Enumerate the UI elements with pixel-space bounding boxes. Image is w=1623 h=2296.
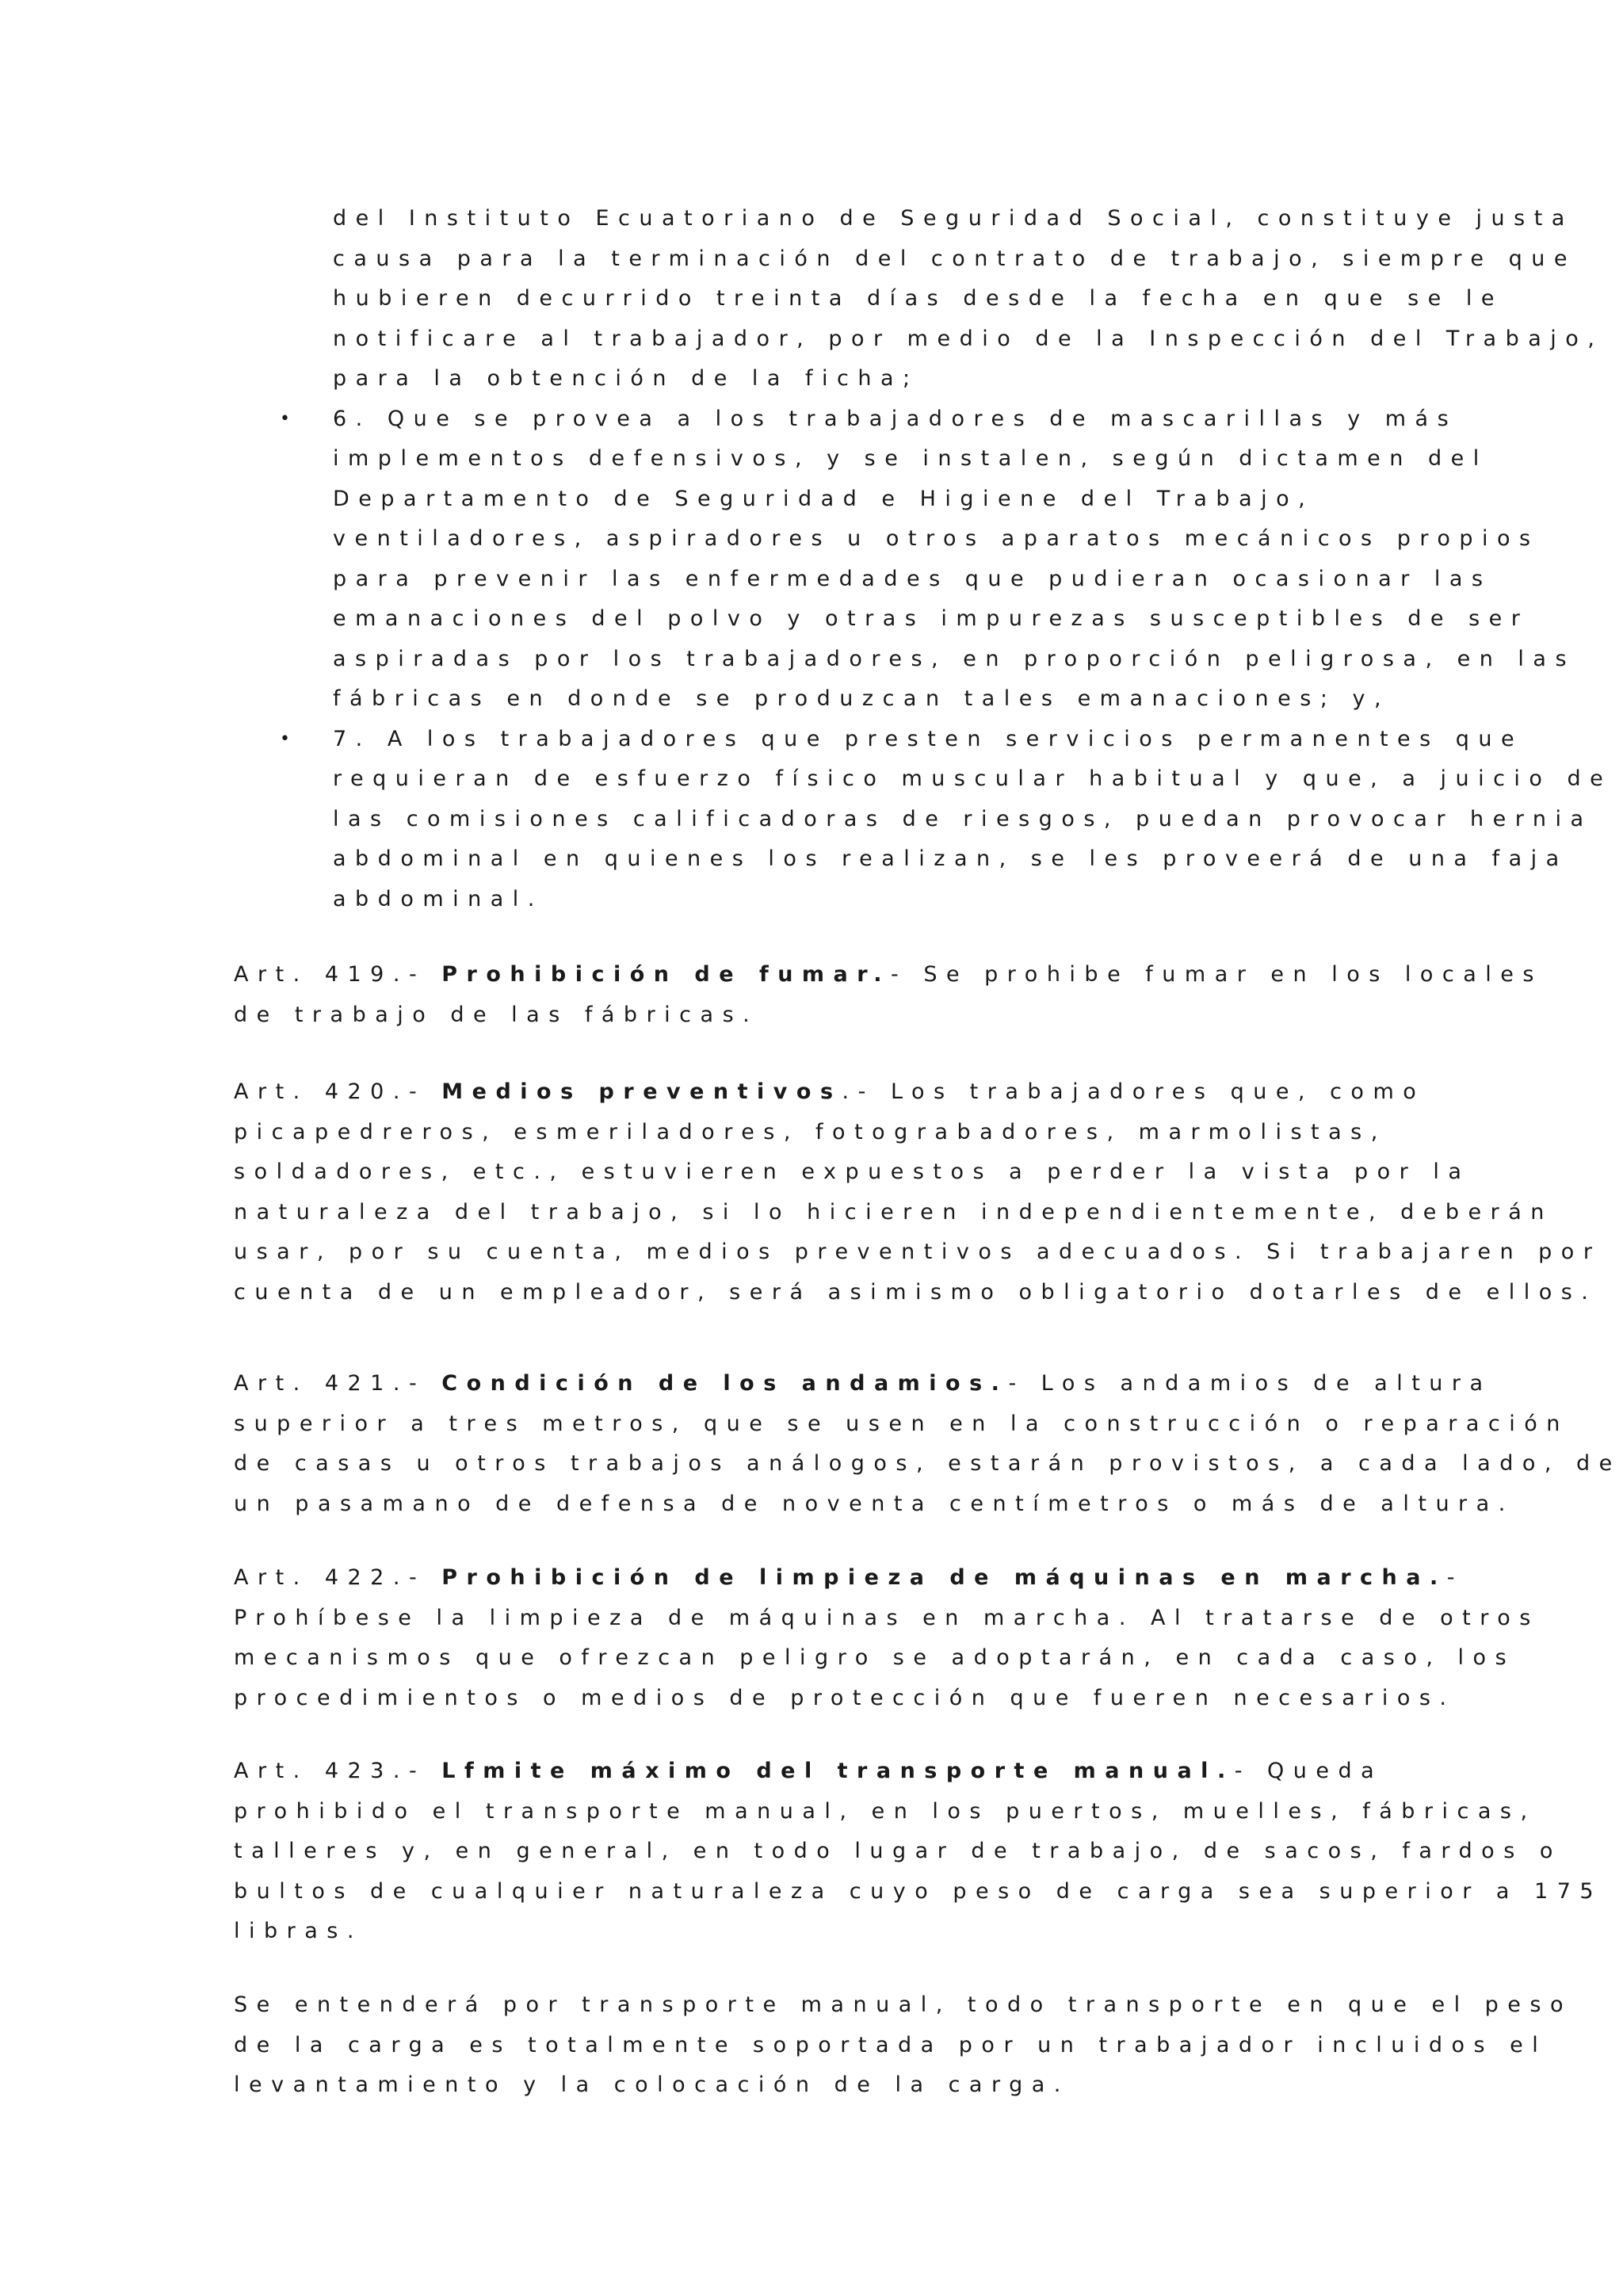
text-line: implementos defensivos, y se instalen, según dictamen del — [333, 446, 1488, 471]
text-line: Departamento de Seguridad e Higiene del Trabajo, — [333, 486, 1315, 511]
article-text: .- Los trabajadores que, como — [842, 1079, 1426, 1104]
bullet-icon: • — [280, 728, 290, 749]
article-title: Condición de los andamios. — [441, 1371, 1009, 1396]
article-heading-line — [234, 1364, 1581, 1404]
text-line: 6. Que se provea a los trabajadores de mascarillas y más — [333, 406, 1458, 431]
text-line: Prohíbese la limpieza de máquinas en marcha. Al tratarse de otros — [234, 1605, 1540, 1630]
text-line: prohibido el transporte manual, en los puertos, muelles, fábricas, — [234, 1798, 1537, 1824]
article-title: Medios preventivos — [441, 1079, 842, 1104]
text-line: aspiradas por los trabajadores, en proporción peligrosa, en las — [333, 646, 1576, 671]
list-item-continuation — [333, 199, 1604, 399]
text-line: naturaleza del trabajo, si lo hicieren independientemente, deberán — [234, 1199, 1553, 1224]
text-line: abdominal en quienes los realizan, se les proveerá de una faja — [333, 846, 1568, 871]
text-line: las comisiones calificadoras de riesgos, puedan provocar hernia — [333, 806, 1593, 831]
text-line: talleres y, en general, en todo lugar de trabajo, de sacos, fardos o — [234, 1839, 1562, 1863]
closing-paragraph — [234, 1985, 1581, 2106]
text-line: emanaciones del polvo y otras impurezas susceptibles de ser — [333, 606, 1529, 631]
article-title: Lfmite máximo del transporte manual. — [441, 1759, 1235, 1783]
article-number: Art. 419.- — [234, 962, 442, 987]
article-421 — [234, 1364, 1621, 1524]
text-line: de trabajo de las fábricas. — [234, 1002, 759, 1027]
article-number: Art. 421.- — [234, 1371, 442, 1396]
list-item-6 — [280, 399, 1576, 720]
article-heading-line — [234, 1072, 1581, 1113]
text-line: para la obtención de la ficha; — [333, 366, 919, 391]
text-line: del Instituto Ecuatoriano de Seguridad Social, constituye justa — [333, 206, 1574, 231]
text-line: hubieren decurrido treinta días desde la fecha en que se le — [333, 286, 1503, 311]
article-number: Art. 422.- — [234, 1565, 442, 1590]
list-item-7 — [280, 720, 1613, 920]
article-heading-line — [234, 1558, 1581, 1599]
text-line: de casas u otros trabajos análogos, estarán provistos, a cada lado, de — [234, 1451, 1621, 1476]
article-number: Art. 420.- — [234, 1079, 442, 1104]
article-419 — [234, 955, 1581, 1035]
text-line: procedimientos o medios de protección que fueren necesarios. — [234, 1685, 1456, 1710]
text-line: para prevenir las enfermedades que pudieran ocasionar las — [333, 566, 1492, 591]
text-line: cuenta de un empleador, será asimismo obligatorio dotarles de ellos. — [234, 1279, 1598, 1305]
article-text: - Queda — [1234, 1759, 1384, 1783]
text-line: fábricas en donde se produzcan tales emanaciones; y, — [333, 686, 1391, 711]
text-line: superior a tres metros, que se usen en la construcción o reparación — [234, 1411, 1569, 1436]
text-line: 7. A los trabajadores que presten servicios permanentes que — [333, 726, 1524, 751]
text-line: abdominal. — [333, 886, 544, 911]
text-line: mecanismos que ofrezcan peligro se adoptarán, en cada caso, los — [234, 1645, 1516, 1670]
text-line: causa para la terminación del contrato de trabajo, siempre que — [333, 246, 1576, 271]
article-heading-line — [234, 1752, 1581, 1792]
article-text: - Se prohibe fumar en los locales — [891, 962, 1543, 987]
text-line: picapedreros, esmeriladores, fotograbadores, marmolistas, — [234, 1119, 1387, 1144]
article-heading-line — [234, 955, 1581, 995]
text-line: Se entenderá por transporte manual, todo transporte en que el peso — [234, 1992, 1572, 2017]
article-text: - — [1446, 1565, 1464, 1590]
text-line: libras. — [234, 1919, 363, 1943]
text-line: soldadores, etc., estuvieren expuestos a perder la vista por la — [234, 1159, 1471, 1184]
article-422 — [234, 1558, 1581, 1718]
article-420 — [234, 1072, 1602, 1312]
text-line: bultos de cualquier naturaleza cuyo peso de carga sea superior a 175 — [234, 1878, 1603, 1904]
numbered-list — [280, 199, 1613, 919]
article-title: Prohibición de limpieza de máquinas en marcha. — [441, 1565, 1447, 1590]
bullet-icon: • — [280, 408, 290, 429]
text-line: levantamiento y la colocación de la carga. — [234, 2073, 1070, 2097]
article-text: - Los andamios de altura — [1008, 1371, 1492, 1396]
text-line: de la carga es totalmente soportada por un trabajador incluidos el — [234, 2032, 1548, 2057]
text-line: requieran de esfuerzo físico muscular habitual y que, a juicio de — [333, 766, 1613, 791]
article-number: Art. 423.- — [234, 1759, 442, 1783]
text-line: un pasamano de defensa de noventa centímetros o más de altura. — [234, 1491, 1514, 1516]
text-line: usar, por su cuenta, medios preventivos adecuados. Si trabajaren por — [234, 1240, 1602, 1264]
article-title: Prohibición de fumar. — [441, 962, 891, 987]
text-line: notificare al trabajador, por medio de la Inspección del Trabajo, — [333, 326, 1604, 351]
text-line: ventiladores, aspiradores u otros aparatos mecánicos propios — [333, 526, 1540, 551]
article-423 — [234, 1752, 1603, 1952]
